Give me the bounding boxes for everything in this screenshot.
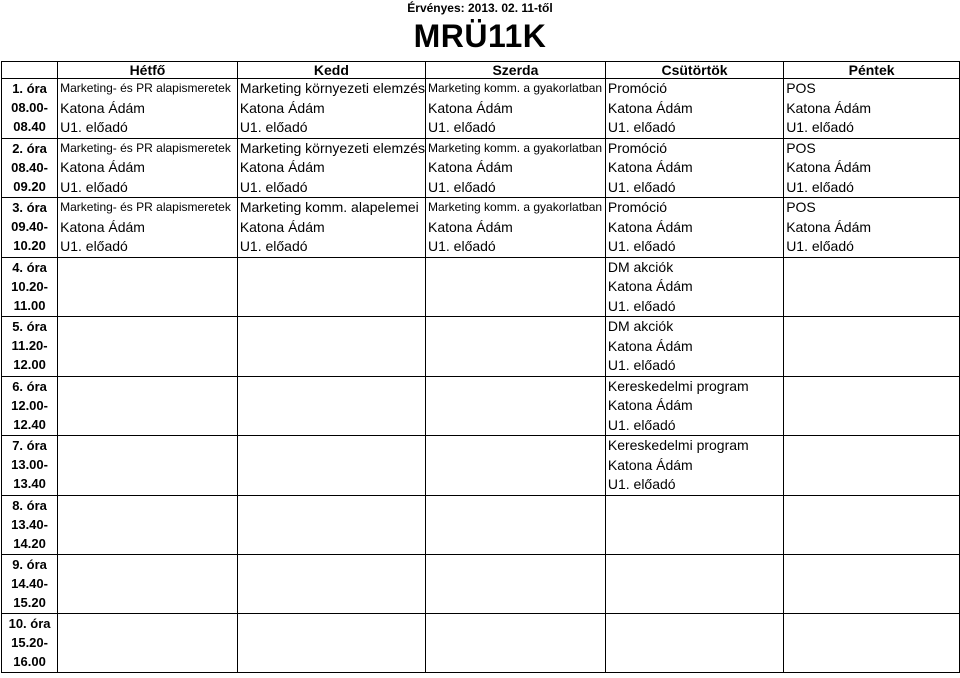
period-start: 13.00- [11,457,48,472]
lesson-cell-friday [784,79,960,139]
day-header-monday: Hétfő [58,62,238,79]
lesson-teacher: Katona Ádám [607,456,693,473]
lesson-cell-monday [58,79,238,139]
period-number: 7. óra [12,438,47,453]
lesson-teacher: Katona Ádám [607,99,693,116]
lesson-cell-thursday [605,554,783,613]
lesson-cell-thursday [605,376,783,436]
lesson-cell-thursday [605,138,783,198]
period-end: 10.20 [13,238,46,253]
lesson-teacher: Katona Ádám [60,218,145,235]
lesson-cell-friday [784,138,960,198]
period-number: 9. óra [12,556,47,572]
period-time-cell [2,495,58,554]
period-time-cell [2,198,58,258]
lesson-subject: POS [786,80,816,96]
period-time-cell [2,317,58,377]
period-time-cell [2,436,58,496]
period-row [2,376,960,436]
period-number: 2. óra [12,140,47,156]
period-time-cell [2,257,58,317]
period-row [2,138,960,198]
lesson-subject: Marketing- és PR alapismeretek [60,81,231,95]
period-time-cell [2,613,58,672]
lesson-cell-thursday [605,317,783,377]
period-start: 10.20- [11,278,48,294]
lesson-cell-tuesday [237,79,425,139]
lesson-room: U1. előadó [239,119,308,135]
lesson-cell-friday [784,376,960,436]
lesson-cell-friday [784,495,960,554]
day-header-friday: Péntek [784,62,960,79]
lesson-room: U1. előadó [239,238,308,254]
day-header-thursday: Csütörtök [605,62,783,79]
lesson-cell-thursday [605,198,783,258]
lesson-subject: DM akciók [607,318,674,334]
lesson-room: U1. előadó [607,357,676,373]
lesson-room: U1. előadó [239,178,308,195]
period-start: 14.40- [11,575,48,591]
class-title: MRÜ11K [413,18,547,54]
lesson-cell-thursday [605,495,783,554]
lesson-cell-tuesday [237,138,425,198]
lesson-cell-tuesday [237,613,425,672]
lesson-subject: Promóció [607,139,667,156]
header-row [2,62,960,79]
lesson-subject: Kereskedelmi program [607,437,749,453]
lesson-teacher: Katona Ádám [239,99,325,116]
period-start: 09.40- [11,219,48,234]
period-row [2,436,960,496]
lesson-cell-wednesday [426,198,606,258]
period-time-cell [2,138,58,198]
period-number: 8. óra [12,497,47,513]
period-number: 6. óra [12,378,47,394]
period-end: 11.00 [13,297,46,313]
lesson-room: U1. előadó [60,178,128,195]
lesson-cell-tuesday [237,495,425,554]
lesson-subject: Marketing környezeti elemzés [239,139,425,156]
lesson-cell-tuesday [237,257,425,317]
lesson-room: U1. előadó [786,119,854,135]
period-start: 13.40- [11,516,48,532]
lesson-subject: DM akciók [607,258,674,275]
lesson-cell-tuesday [237,198,425,258]
lesson-cell-wednesday [426,376,606,436]
lesson-teacher: Katona Ádám [786,99,872,116]
lesson-teacher: Katona Ádám [607,278,693,294]
lesson-subject: Promóció [607,199,667,215]
period-time-cell [2,554,58,613]
lesson-subject: Marketing komm. a gyakorlatban [428,200,603,214]
period-row [2,495,960,554]
period-end: 14.20 [13,535,46,551]
lesson-room: U1. előadó [786,238,854,254]
lesson-cell-thursday [605,257,783,317]
timetable [1,61,960,673]
lesson-cell-friday [784,554,960,613]
lesson-cell-wednesday [426,138,606,198]
lesson-cell-tuesday [237,317,425,377]
lesson-cell-monday [58,257,238,317]
lesson-cell-friday [784,436,960,496]
valid-from-label: Érvényes: 2013. 02. 11-től [407,1,553,15]
lesson-teacher: Katona Ádám [428,218,513,235]
period-row [2,198,960,258]
day-header-wednesday: Szerda [426,62,606,79]
lesson-cell-monday [58,198,238,258]
lesson-subject: Marketing környezeti elemzés [239,80,425,96]
lesson-room: U1. előadó [607,476,676,492]
lesson-room: U1. előadó [428,178,496,195]
lesson-cell-wednesday [426,554,606,613]
lesson-cell-thursday [605,79,783,139]
lesson-subject: POS [786,139,816,156]
lesson-cell-tuesday [237,554,425,613]
lesson-subject: Marketing- és PR alapismeretek [60,140,231,155]
lesson-room: U1. előadó [60,119,128,135]
lesson-cell-monday [58,554,238,613]
lesson-subject: Marketing komm. a gyakorlatban [428,81,603,95]
lesson-room: U1. előadó [607,178,676,195]
lesson-cell-wednesday [426,613,606,672]
lesson-teacher: Katona Ádám [60,159,145,175]
period-end: 13.40 [13,476,46,491]
lesson-cell-friday [784,257,960,317]
period-end: 08.40 [13,119,46,134]
lesson-teacher: Katona Ádám [239,159,325,175]
lesson-teacher: Katona Ádám [607,218,693,235]
lesson-teacher: Katona Ádám [607,337,693,354]
period-time-cell [2,376,58,436]
lesson-cell-monday [58,376,238,436]
period-row [2,317,960,377]
lesson-cell-thursday [605,436,783,496]
lesson-cell-wednesday [426,79,606,139]
lesson-cell-friday [784,317,960,377]
period-start: 08.00- [11,100,48,115]
period-row [2,257,960,317]
period-end: 12.40 [13,416,46,432]
lesson-subject: Marketing komm. a gyakorlatban [428,140,603,155]
period-row [2,554,960,613]
lesson-teacher: Katona Ádám [428,159,513,175]
lesson-teacher: Katona Ádám [60,99,145,116]
lesson-cell-tuesday [237,436,425,496]
period-number: 3. óra [12,200,47,215]
period-row [2,613,960,672]
lesson-room: U1. előadó [607,416,676,433]
day-header-tuesday: Kedd [237,62,425,79]
period-number: 4. óra [12,259,47,275]
lesson-cell-monday [58,317,238,377]
lesson-cell-monday [58,613,238,672]
lesson-teacher: Katona Ádám [428,99,513,116]
lesson-cell-tuesday [237,376,425,436]
lesson-teacher: Katona Ádám [239,218,325,235]
lesson-room: U1. előadó [607,119,676,135]
lesson-teacher: Katona Ádám [607,397,693,413]
lesson-subject: Kereskedelmi program [607,377,749,394]
period-row [2,79,960,139]
period-time-cell [2,79,58,139]
lesson-cell-monday [58,495,238,554]
period-start: 08.40- [11,159,48,175]
lesson-cell-wednesday [426,317,606,377]
lesson-cell-friday [784,613,960,672]
lesson-subject: Promóció [607,80,667,96]
lesson-cell-wednesday [426,436,606,496]
period-end: 16.00 [13,653,46,669]
period-end: 15.20 [13,594,46,610]
period-start: 15.20- [11,634,48,650]
lesson-room: U1. előadó [428,238,496,254]
period-start: 12.00- [11,397,48,413]
period-number: 5. óra [12,319,47,334]
lesson-cell-thursday [605,613,783,672]
lesson-teacher: Katona Ádám [607,159,693,175]
lesson-subject: Marketing komm. alapelemei [239,199,419,215]
lesson-room: U1. előadó [786,178,854,195]
lesson-room: U1. előadó [607,297,676,314]
lesson-cell-monday [58,138,238,198]
lesson-room: U1. előadó [60,238,128,254]
lesson-cell-wednesday [426,257,606,317]
period-number: 10. óra [8,615,51,631]
period-start: 11.20- [11,338,48,353]
lesson-subject: Marketing- és PR alapismeretek [60,200,231,214]
lesson-cell-friday [784,198,960,258]
lesson-room: U1. előadó [607,238,676,254]
period-number: 1. óra [12,81,47,96]
lesson-room: U1. előadó [428,119,496,135]
corner-cell [2,62,58,79]
lesson-cell-monday [58,436,238,496]
lesson-cell-wednesday [426,495,606,554]
lesson-teacher: Katona Ádám [786,218,872,235]
period-end: 09.20 [13,178,46,194]
period-end: 12.00 [13,357,46,372]
lesson-teacher: Katona Ádám [786,159,872,175]
lesson-subject: POS [786,199,816,215]
